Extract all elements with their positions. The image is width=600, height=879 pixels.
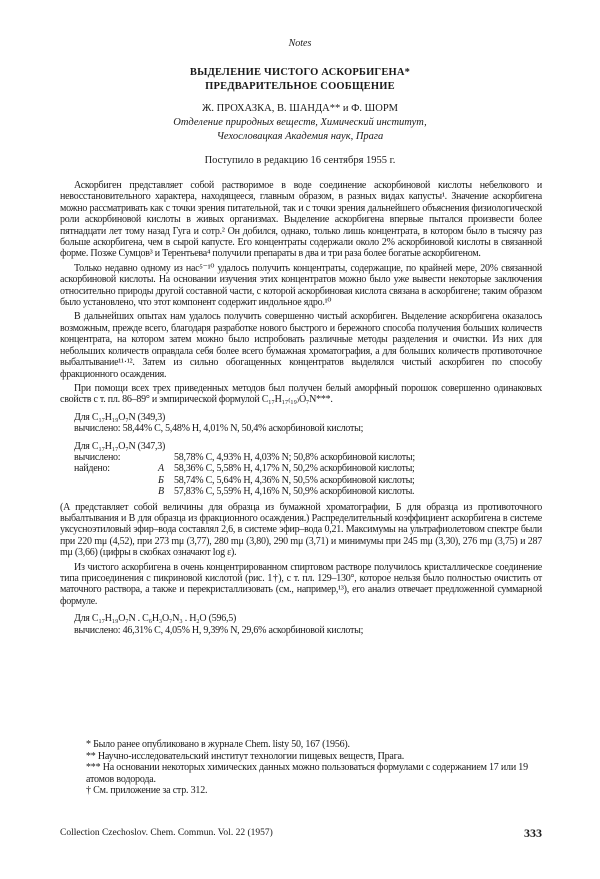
article-subtitle: ПРЕДВАРИТЕЛЬНОЕ СООБЩЕНИЕ [205,81,395,92]
row-label [74,486,158,497]
row-values: 57,83% C, 5,59% H, 4,16% N, 50,9% аскорбиновой кислоты. [174,486,415,498]
formula-line: Для C₁₇H₁₉O₇N . C₆H₃O₇N₃ . H₂O (596,5) [74,613,237,625]
footnote-4: † См. приложение за стр. 312. [86,785,208,797]
article-body [60,180,542,640]
analysis-row [74,475,542,486]
paragraph-3: В дальнейших опытах нам удалось получить совершенно чистый аскорбиген. Выделение аскорбигена оказалось возможным, прежде всего, благодаря разработке нового быстрого и бережного способа получения больших количеств концентрата, на котором затем можно было испробовать различные методы разделения и очистки. Из них для небольших количеств оправдала себя более всего бумажная хроматография, а для больших количеств противоточное выбалтывание¹¹·¹². Затем из сильно обогащенных концентратов выделялся чистый аскорбиген по способу фракционного осаждения. [60,311,542,380]
row-tag: В [158,486,164,498]
row-label: вычислено: [74,451,121,463]
row-values: 58,78% C, 4,93% H, 4,03% N; 50,8% аскорбиновой кислоты; [174,451,415,463]
row-values: 58,36% C, 5,58% H, 4,17% N, 50,2% аскорбиновой кислоты; [174,463,415,475]
footnote-3: *** На основании некоторых химических данных можно пользоваться формулами с содержанием 17 или 19 атомов водорода. [86,762,528,785]
running-header: Notes [288,38,312,49]
page-number: 333 [524,826,542,840]
received-date: Поступило в редакцию 16 сентября 1955 г. [204,155,396,166]
calculated-line: вычислено: 58,44% C, 5,48% H, 4,01% N, 50,4% аскорбиновой кислоты; [74,423,364,435]
row-label [74,475,158,486]
article-title: ВЫДЕЛЕНИЕ ЧИСТОГО АСКОРБИГЕНА* [189,67,411,78]
analysis-c17h17 [74,441,542,498]
analysis-row [74,452,542,463]
paragraph-2: Только недавно одному из нас⁵⁻¹⁰ удалось получить концентраты, содержащие, по крайней мере, 20% связанной аскорбиновой кислоты. На основании изучения этих концентратов можно было уже вывести некоторые заключения относительно природы другой составной части, с которой аскорбиновая кислота связана в аскорбигене; таким образом было установлено, что этот компонент содержит индольное ядро.¹⁰ [60,262,542,309]
title-block [60,66,540,168]
paragraph-picrate: Из чистого аскорбигена в очень концентрированном спиртовом растворе получилось кристаллическое соединение типа присоединения с пикриновой кислотой (рис. 1†), с т. пл. 129–130°, которое нельзя было полностью очистить от маточного раствора, а также и перекристаллизовать (см., например,¹³), его анализ отвечает предложенной суммарной формуле. [60,561,542,607]
footnote-1: * Было ранее опубликовано в журнале Chem. listy 50, 167 (1956). [86,739,350,750]
paragraph-1: Аскорбиген представляет собой растворимое в воде соединение аскорбиновой кислоты небелкового и невосстановительного характера, находящееся, главным образом, в разных видах капусты¹. Значение аскорбигена можно рассматривать как с точки зрения питательной, так и с точки зрения дальнейшего объяснения физиологической роли аскорбиновой кислоты в живых организмах. Выделение аскорбигена впервые пытался произвести более пятнадцати лет тому назад Гуга и сотр.² Он добился, однако, только лишь концентрата, в котором было в тысячу раз больше аскорбигена, чем в сырой капусте. Его концентраты содержали около 2% аскорбиновой кислоты в связанной форме. Позже Сумцов³ и Терентьева⁴ получили препараты в два и три раза более богатые аскорбигеном. [60,180,542,260]
affiliation-line-1: Отделение природных веществ, Химический институт, [173,117,427,128]
paragraph-spectra: (A представляет собой величины для образца из бумажной хроматографии, Б для образца из противоточного выбалтывания и В для образца из фракционного осаждения.) Распределительный коэффициент аскорбигена в системе уксусноэтиловый эфир–вода составлял 2,6, в системе эфир–вода 0,21. Максимумы на ультрафиолетовом спектре были при 220 mμ (4,52), при 273 mμ (3,77), 280 mμ (3,80), 290 mμ (3,71) и минимумы при 245 mμ (3,30), 276 mμ (3,75) и 287 mμ (3,66) (цифры в скобках означают log ε). [60,501,542,559]
row-values: 58,74% C, 5,64% H, 4,36% N, 50,5% аскорбиновой кислоты; [174,474,415,486]
row-tag [158,452,174,463]
analysis-row [74,463,542,474]
analysis-row [74,486,542,497]
footnotes [86,739,542,797]
row-label: найдено: [74,463,110,475]
affiliation-line-2: Чехословацкая Академия наук, Прага [216,131,384,142]
row-tag: Б [158,474,164,486]
calculated-line: вычислено: 46,31% C, 4,05% H, 9,39% N, 29,6% аскорбиновой кислоты; [74,624,364,636]
row-tag: A [158,463,164,475]
page-footer [60,826,542,842]
paragraph-4: При помощи всех трех приведенных методов был получен белый аморфный порошок совершенно одинаковых свойств с т. пл. 86–89° и эмпирической формулой C₁₇H₁₇₍₁₉₎O₇N***. [60,382,542,406]
footnote-2: ** Научно-исследовательский институт технологии пищевых веществ, Прага. [86,750,405,762]
analysis-picrate [74,613,542,636]
authors: Ж. ПРОХАЗКА, В. ШАНДА** и Ф. ШОРМ [202,103,398,114]
analysis-c17h19 [74,412,542,435]
formula-line: Для C₁₇H₁₉O₇N (349,3) [74,411,166,423]
formula-line: Для C₁₇H₁₇O₇N (347,3) [74,440,166,452]
journal-citation: Collection Czechoslov. Chem. Commun. Vol. 22 (1957) [60,828,273,838]
